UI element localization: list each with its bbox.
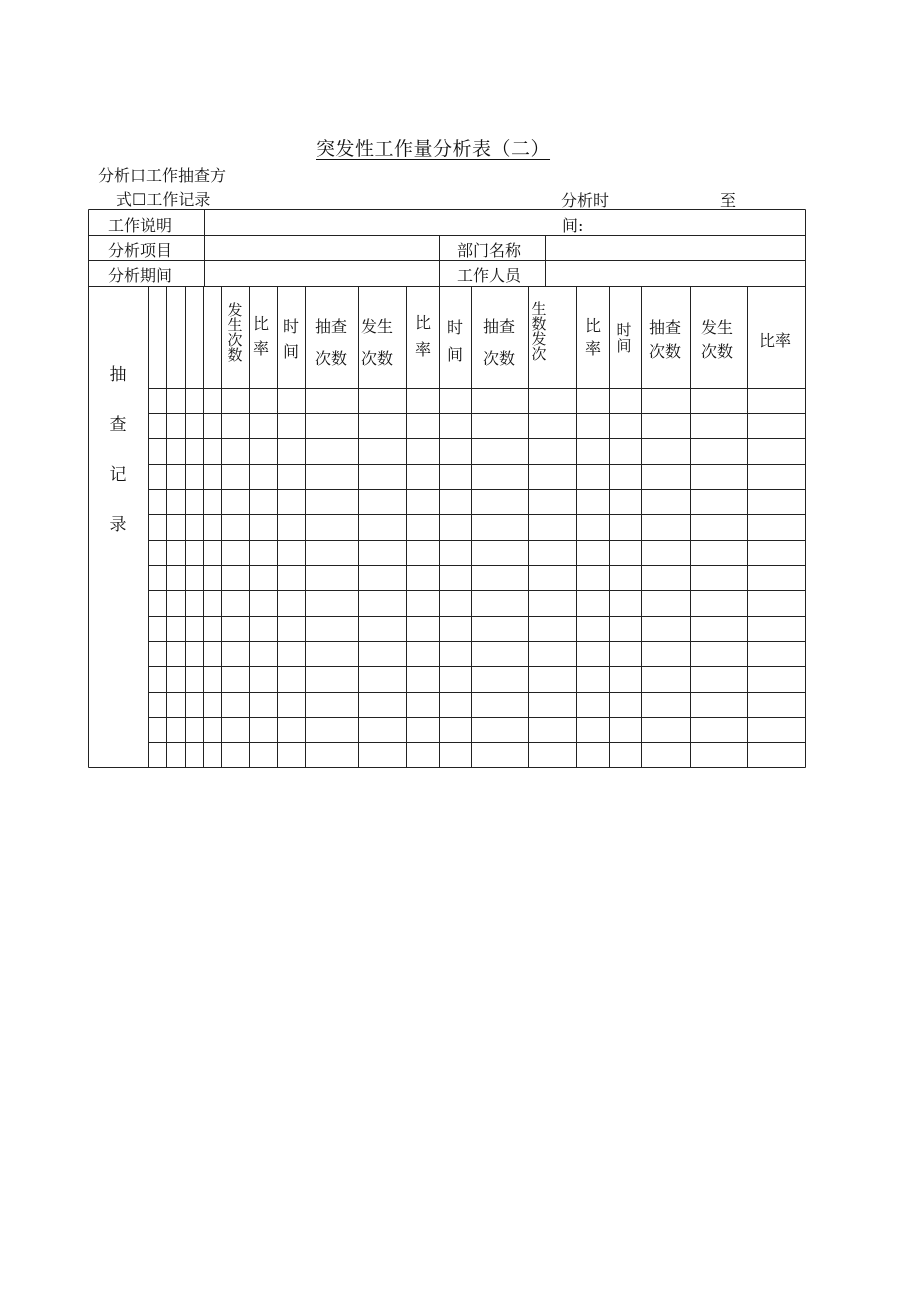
col-ratio-1: 比率 xyxy=(253,314,270,358)
col-occurrences-4b: 次数 xyxy=(701,342,734,361)
col-ratio-3: 比率 xyxy=(585,316,602,358)
col-sample-3a: 抽查 xyxy=(649,318,682,337)
col-occurrences-4a: 发生 xyxy=(701,318,734,337)
page-title: 突发性工作量分析表（二） xyxy=(316,138,551,160)
staff-label: 工作人员 xyxy=(457,266,522,285)
col-ratio-2: 比率 xyxy=(415,313,432,359)
col-occurrences-1: 发生次数 xyxy=(227,301,243,364)
staff-field[interactable] xyxy=(546,262,803,285)
col-ratio-4: 比率 xyxy=(759,331,792,350)
time-range-field[interactable] xyxy=(590,211,800,234)
method-line-2: 式☐工作记录 xyxy=(116,190,211,209)
work-desc-field[interactable] xyxy=(205,211,555,234)
analysis-item-field[interactable] xyxy=(205,237,438,260)
col-sample-2a: 抽查 xyxy=(483,317,516,336)
analysis-period-label: 分析期间 xyxy=(108,266,173,285)
time-label: 分析时 xyxy=(561,191,610,210)
time-label-cont: 间: xyxy=(562,216,584,235)
record-label: 抽查记录 xyxy=(109,365,127,535)
col-sample-2b: 次数 xyxy=(483,349,516,368)
col-occurrences-2b: 次数 xyxy=(361,349,394,368)
col-occurrences-3: 生数发次 xyxy=(531,300,547,363)
col-sample-1b: 次数 xyxy=(315,349,348,368)
dept-name-field[interactable] xyxy=(546,237,803,260)
col-occurrences-2a: 发生 xyxy=(361,317,394,336)
analysis-item-label: 分析项目 xyxy=(108,241,173,260)
method-line-1: 分析口工作抽查方 xyxy=(98,166,227,185)
col-time-2: 时间 xyxy=(447,318,464,364)
col-sample-1a: 抽查 xyxy=(315,317,348,336)
work-desc-label: 工作说明 xyxy=(108,216,173,235)
col-time-3: 时间 xyxy=(616,321,632,355)
dept-name-label: 部门名称 xyxy=(457,241,522,260)
col-time-1: 时间 xyxy=(283,317,300,361)
col-sample-3b: 次数 xyxy=(649,342,682,361)
analysis-period-field[interactable] xyxy=(205,262,438,285)
time-to-label: 至 xyxy=(720,191,737,210)
